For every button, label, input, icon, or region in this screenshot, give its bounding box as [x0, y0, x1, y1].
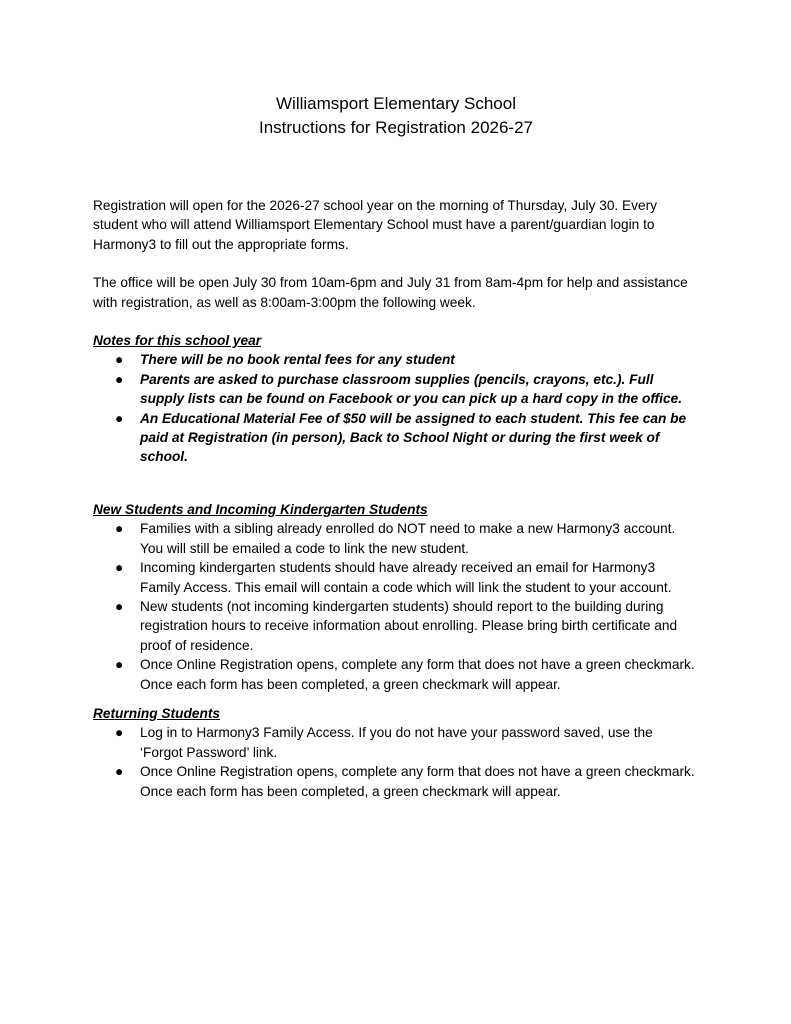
list-item-text: Parents are asked to purchase classroom supplies (pencils, crayons, etc.). Full supply lists can be found on Facebook or you can pick up a hard copy in the office.: [140, 371, 683, 407]
list-item: [93, 409, 699, 467]
returning-students-list: [93, 723, 699, 801]
bullet-icon: ●: [115, 725, 124, 741]
list-item-text: There will be no book rental fees for any student: [140, 352, 455, 368]
list-item-text: Families with a sibling already enrolled do NOT need to make a new Harmony3 account. You will still be emailed a code to link the new student.: [140, 521, 676, 556]
notes-list: [93, 350, 699, 466]
new-students-list: [93, 519, 699, 694]
list-item-text: Once Online Registration opens, complete any form that does not have a green checkmark. Once each form has been completed, a green checkmark will appear.: [140, 657, 695, 692]
list-item-text: New students (not incoming kindergarten students) should report to the building during registration hours to receive information about enrolling. Please bring birth certificate and proof of residence.: [140, 598, 678, 653]
returning-students-heading: Returning Students: [93, 705, 220, 721]
school-name: Williamsport Elementary School: [276, 94, 516, 113]
bullet-icon: ●: [115, 560, 124, 576]
intro-paragraph-opening: Registration will open for the 2026-27 school year on the morning of Thursday, July 30. Every student who will attend Williamsport Elementary School must have a parent/guardian login to Harmony3 to fill out the appropriate forms.: [93, 198, 658, 252]
bullet-icon: ●: [115, 410, 124, 426]
new-students-heading: New Students and Incoming Kindergarten Students: [93, 501, 428, 517]
list-item-text: An Educational Material Fee of $50 will be assigned to each student. This fee can be paid at Registration (in person), Back to School Night or during the first week of school.: [140, 410, 687, 465]
list-item-text: Log in to Harmony3 Family Access. If you do not have your password saved, use the ‘Forgot Password’ link.: [140, 725, 653, 760]
notes-heading: Notes for this school year: [93, 333, 262, 349]
document-subtitle: Instructions for Registration 2026-27: [258, 118, 534, 137]
bullet-icon: ●: [115, 521, 124, 537]
bullet-icon: ●: [115, 352, 124, 368]
list-item: [93, 558, 699, 597]
list-item-text: Once Online Registration opens, complete any form that does not have a green checkmark. Once each form has been completed, a green checkmark will appear.: [140, 764, 695, 799]
list-item: [93, 350, 699, 369]
list-item: [93, 655, 699, 694]
bullet-icon: ●: [115, 764, 124, 780]
list-item: [93, 519, 699, 558]
intro-paragraph-office-hours: The office will be open July 30 from 10am-6pm and July 31 from 8am-4pm for help and assistance with registration, as well as 8:00am-3:00pm the following week.: [93, 275, 688, 310]
list-item: [93, 597, 699, 655]
bullet-icon: ●: [115, 371, 124, 387]
list-item: [93, 370, 699, 409]
bullet-icon: ●: [115, 657, 124, 673]
bullet-icon: ●: [115, 598, 124, 614]
list-item: [93, 762, 699, 801]
document-title: [93, 92, 699, 140]
list-item-text: Incoming kindergarten students should have already received an email for Harmony3 Family Access. This email will contain a code which will link the student to your account.: [140, 560, 672, 595]
list-item: [93, 723, 699, 762]
